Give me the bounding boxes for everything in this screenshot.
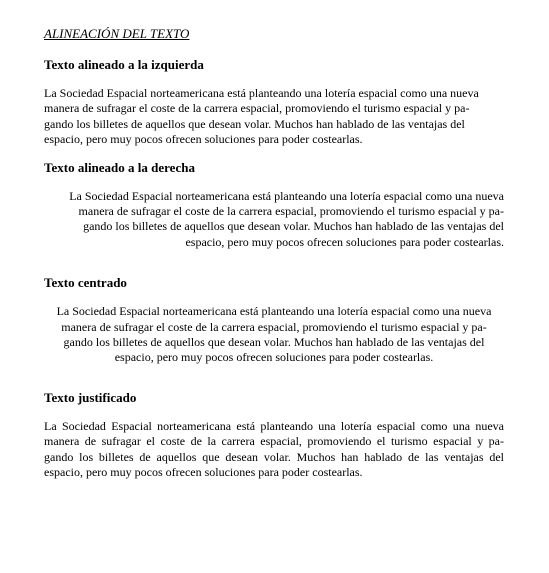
section-left-aligned xyxy=(44,57,504,148)
document-title: ALINEACIÓN DEL TEXTO xyxy=(44,26,190,41)
paragraph-line: gando los billetes de aquellos que desean volar. Muchos han hablado de las ventajas del xyxy=(63,335,485,350)
section-right-aligned xyxy=(44,160,504,251)
left-aligned-paragraph xyxy=(44,86,504,148)
section-heading: Texto alineado a la derecha xyxy=(44,159,195,175)
paragraph-line: La Sociedad Espacial norteamericana está planteando una lotería espacial como una nueva xyxy=(69,188,504,203)
paragraph-line: gando los billetes de aquellos que desean volar. Muchos han hablado de las ventajas del xyxy=(83,219,504,234)
section-heading: Texto alineado a la izquierda xyxy=(44,57,204,72)
paragraph-line: espacio, pero muy pocos ofrecen soluciones para poder costearlas. xyxy=(44,132,363,147)
paragraph-line: La Sociedad Espacial norteamericana está planteando una lotería espacial como una nueva xyxy=(44,86,479,100)
document-page xyxy=(44,26,504,499)
centered-paragraph xyxy=(44,304,504,366)
paragraph-line: espacio, pero muy pocos ofrecen soluciones para poder costearlas. xyxy=(114,350,434,365)
paragraph-line: manera de sufragar el coste de la carrera espacial, promoviendo el turismo espacial y pa- xyxy=(78,204,504,219)
justified-paragraph xyxy=(44,419,504,481)
paragraph-line: manera de sufragar el coste de la carrera espacial, promoviendo el turismo espacial y pa- xyxy=(44,101,470,116)
paragraph-line: manera de sufragar el coste de la carrera espacial, promoviendo el turismo espacial y pa- xyxy=(61,319,487,334)
section-centered xyxy=(44,275,504,366)
right-aligned-paragraph xyxy=(44,189,504,251)
paragraph-line: La Sociedad Espacial norteamericana está planteando una lotería espacial como una nueva xyxy=(56,304,492,319)
paragraph-line: espacio, pero muy pocos ofrecen soluciones para poder costearlas. xyxy=(44,465,363,480)
section-justified xyxy=(44,390,504,481)
paragraph-line: gando los billetes de aquellos que desean volar. Muchos han hablado de las ventajas del xyxy=(44,449,504,464)
paragraph-line: gando los billetes de aquellos que desean volar. Muchos han hablado de las ventajas del xyxy=(44,116,465,131)
paragraph-line: espacio, pero muy pocos ofrecen soluciones para poder costearlas. xyxy=(185,234,504,249)
paragraph-line: manera de sufragar el coste de la carrera espacial, promoviendo el turismo espacial y pa- xyxy=(44,434,504,449)
section-heading: Texto justificado xyxy=(44,389,137,405)
section-heading: Texto centrado xyxy=(44,275,127,291)
paragraph-line: La Sociedad Espacial norteamericana está planteando una lotería espacial como una nueva xyxy=(44,418,504,433)
